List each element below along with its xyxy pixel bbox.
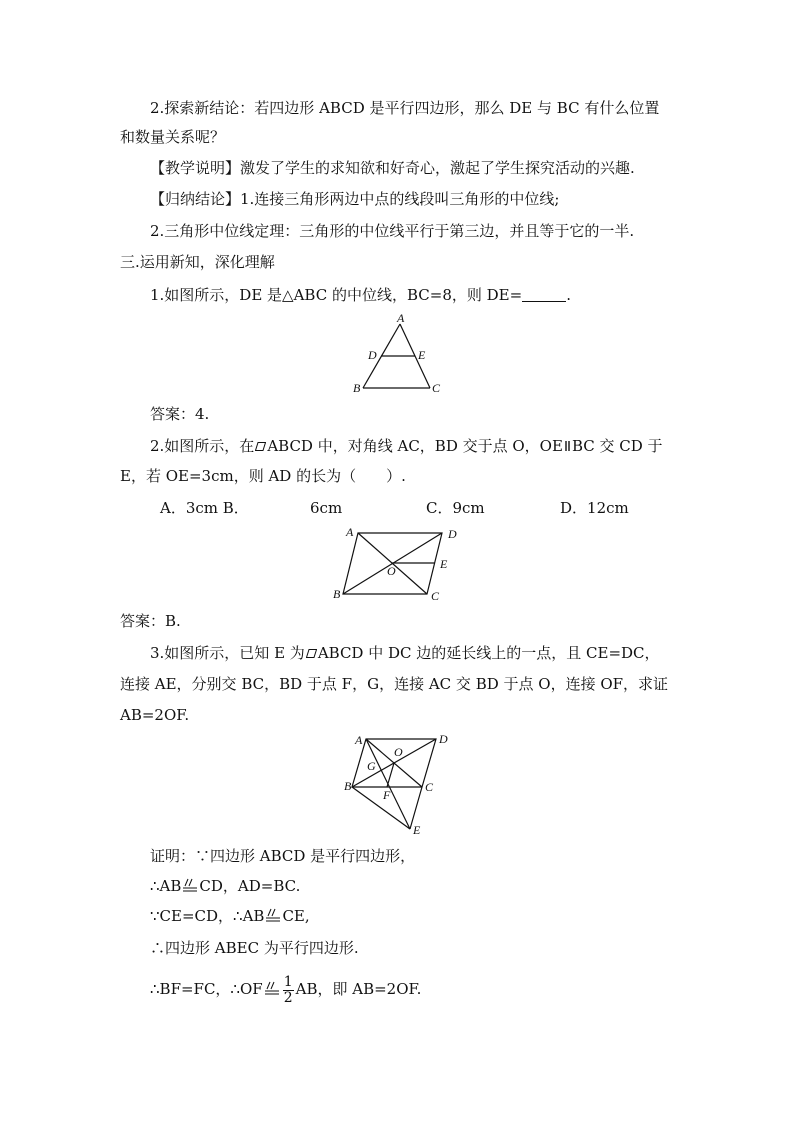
label-d: D bbox=[439, 732, 448, 746]
proof-line-3-end: CE, bbox=[282, 907, 310, 925]
paragraph-explore-cont: 和数量关系呢？ bbox=[120, 128, 226, 146]
proof-line-5 bbox=[150, 972, 421, 1006]
question-1-text: 1.如图所示，DE 是△ABC 的中位线，BC=8，则 DE= bbox=[150, 286, 523, 304]
proof-line-5-end: AB，即 AB=2OF. bbox=[295, 980, 422, 998]
paragraph-teaching-note: 【教学说明】激发了学生的求知欲和好奇心，激起了学生探究活动的兴趣. bbox=[150, 159, 635, 177]
label-g: G bbox=[367, 759, 376, 773]
question-2 bbox=[150, 436, 663, 456]
fraction-numerator: 1 bbox=[283, 973, 293, 990]
section-heading: 三.运用新知，深化理解 bbox=[120, 253, 275, 271]
question-3 bbox=[150, 643, 660, 663]
label-b: B bbox=[353, 381, 361, 395]
figure-parallelogram-diagonals bbox=[330, 522, 465, 604]
label-d: D bbox=[448, 527, 457, 541]
proof-line-2 bbox=[150, 876, 300, 896]
parallel-equal-symbol bbox=[182, 878, 198, 892]
label-b: B bbox=[333, 587, 341, 601]
label-d: D bbox=[368, 348, 377, 362]
proof-line-2-end: CD，AD=BC. bbox=[199, 877, 301, 895]
figure-parallelogram-extension bbox=[340, 728, 460, 838]
label-c: C bbox=[432, 381, 441, 395]
question-3-text-end: ABCD 中 DC 边的延长线上的一点，且 CE=DC， bbox=[317, 644, 660, 662]
parallelogram-symbol bbox=[255, 442, 266, 451]
answer-blank bbox=[522, 287, 566, 302]
proof-line-4: ∴四边形 ABEC 为平行四边形. bbox=[150, 939, 359, 957]
question-1-end: . bbox=[566, 286, 571, 304]
proof-line-2-start: ∴AB bbox=[150, 877, 182, 895]
question-3-text-start: 3.如图所示，已知 E 为 bbox=[150, 644, 305, 662]
question-2-text-end: BC 交 CD 于 bbox=[571, 437, 663, 455]
option-d: D．12cm bbox=[560, 499, 629, 517]
option-a: A．3cm B． bbox=[160, 499, 249, 517]
paragraph-explore: 2.探索新结论：若四边形 ABCD 是平行四边形，那么 DE 与 BC 有什么位置 bbox=[150, 99, 660, 117]
option-c: C．9cm bbox=[426, 499, 485, 517]
fraction-denominator: 2 bbox=[283, 989, 293, 1006]
parallel-symbol bbox=[564, 440, 571, 452]
question-2-text-mid: ABCD 中，对角线 AC，BD 交于点 O，OE bbox=[267, 437, 563, 455]
answer-1: 答案：4. bbox=[150, 405, 210, 423]
figure-triangle-midline bbox=[348, 312, 448, 398]
label-f: F bbox=[383, 788, 391, 802]
label-o: O bbox=[387, 564, 396, 578]
label-c: C bbox=[425, 780, 434, 794]
proof-line-3 bbox=[150, 906, 310, 926]
answer-2: 答案：B. bbox=[120, 612, 181, 630]
label-e: E bbox=[413, 823, 421, 837]
label-a: A bbox=[397, 312, 405, 325]
proof-line-3-start: ∵CE=CD，∴AB bbox=[150, 907, 265, 925]
fraction-one-half bbox=[283, 975, 294, 1006]
label-a: A bbox=[346, 525, 354, 539]
proof-line-1: 证明：∵四边形 ABCD 是平行四边形， bbox=[150, 847, 416, 865]
question-1 bbox=[150, 285, 571, 305]
parallel-equal-symbol bbox=[264, 981, 280, 995]
paragraph-conclusion-1: 【归纳结论】1.连接三角形两边中点的线段叫三角形的中位线; bbox=[150, 190, 560, 208]
label-o: O bbox=[394, 745, 403, 759]
label-c: C bbox=[431, 589, 440, 603]
label-e: E bbox=[418, 348, 426, 362]
question-3-cont: 连接 AE，分别交 BC，BD 于点 F，G，连接 AC 交 BD 于点 O，连接 OF，求证 bbox=[120, 675, 669, 693]
question-2-cont: E，若 OE=3cm，则 AD 的长为（ ）. bbox=[120, 467, 406, 485]
paragraph-conclusion-2: 2.三角形中位线定理：三角形的中位线平行于第三边，并且等于它的一半. bbox=[150, 222, 635, 240]
parallelogram-symbol bbox=[306, 649, 317, 658]
parallel-equal-symbol bbox=[265, 908, 281, 922]
label-b: B bbox=[344, 779, 352, 793]
label-e: E bbox=[440, 557, 448, 571]
question-2-text-start: 2.如图所示，在 bbox=[150, 437, 255, 455]
proof-line-5-start: ∴BF=FC，∴OF bbox=[150, 980, 263, 998]
question-3-cont-2: AB=2OF. bbox=[120, 706, 190, 724]
label-a: A bbox=[355, 733, 363, 747]
option-b: 6cm bbox=[310, 499, 343, 517]
